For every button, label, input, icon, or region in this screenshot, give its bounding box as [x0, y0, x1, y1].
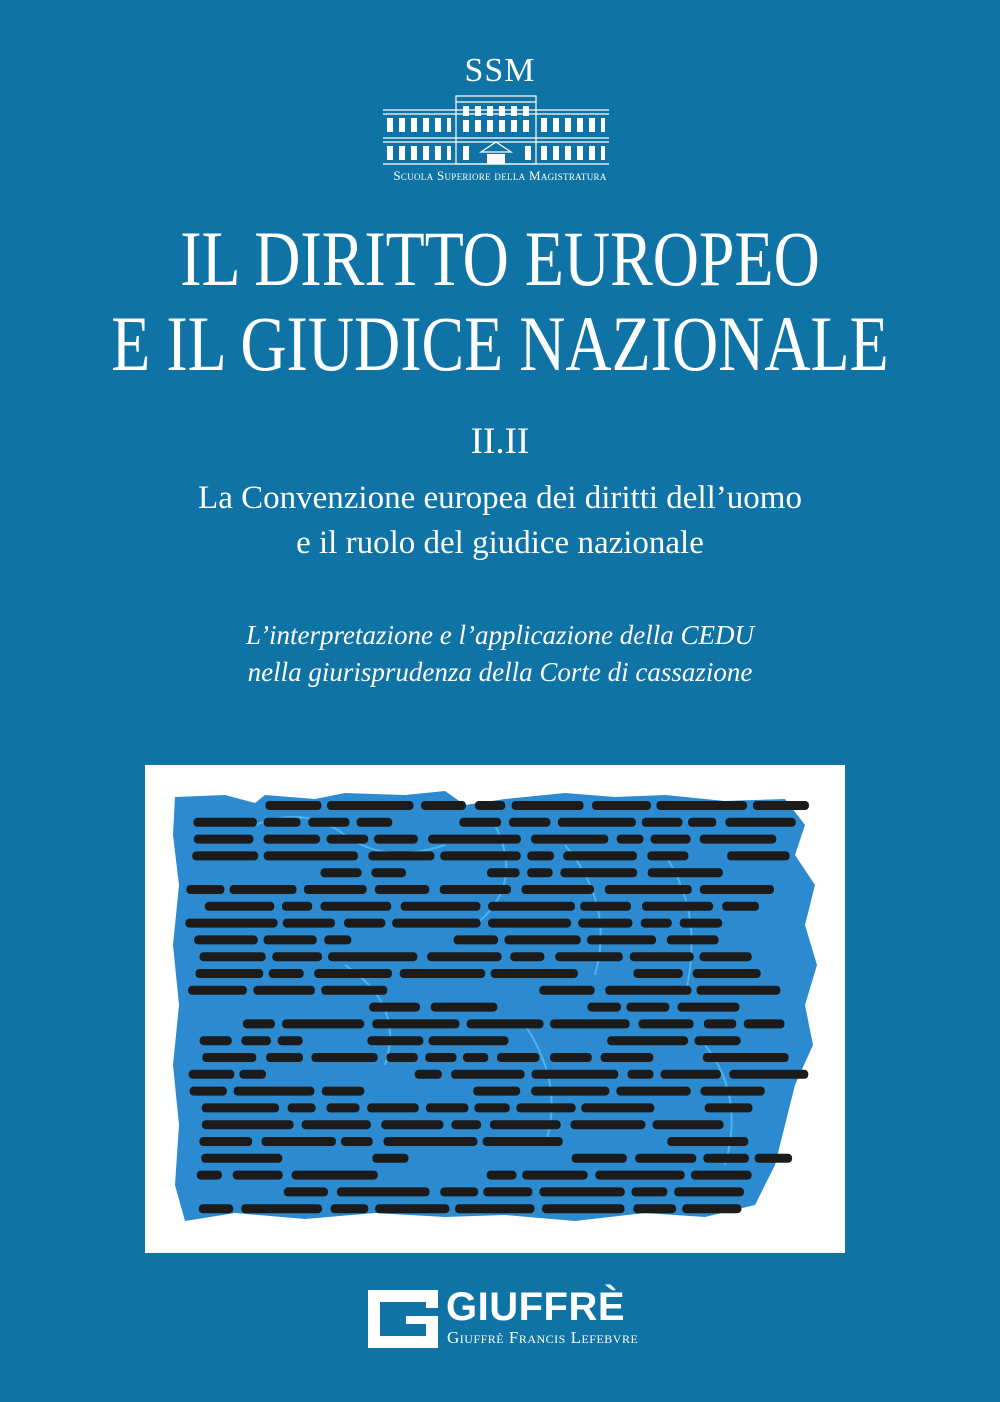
redaction-bar	[344, 919, 385, 928]
redaction-bar	[753, 801, 809, 810]
redaction-bar	[638, 1019, 693, 1028]
redaction-bar	[440, 885, 511, 894]
redaction-bar	[428, 835, 521, 844]
subtitle-line-2: e il ruolo del giudice nazionale	[296, 525, 704, 561]
redaction-bar	[697, 986, 781, 995]
redaction-bar	[693, 969, 761, 978]
publisher-subtitle: Giuffrè Francis Lefebvre	[447, 1328, 639, 1347]
redaction-bar	[680, 919, 723, 928]
redaction-bar	[725, 818, 795, 827]
redaction-bar	[392, 919, 481, 928]
publisher-name: GIUFFRÈ	[446, 1285, 626, 1329]
description-line-1: L’interpretazione e l’applicazione della CEDU	[246, 620, 754, 650]
redaction-bar	[201, 1154, 282, 1163]
redaction-bar	[688, 818, 716, 827]
redaction-bar	[642, 818, 683, 827]
redaction-bar	[202, 1053, 256, 1062]
redaction-bar	[516, 1103, 575, 1112]
redaction-bar	[635, 1154, 696, 1163]
redaction-bar	[241, 1204, 322, 1213]
redaction-bar	[372, 1019, 459, 1028]
redaction-bar	[700, 952, 752, 961]
redaction-bar	[337, 1187, 430, 1196]
redaction-bar	[369, 1003, 420, 1012]
redaction-bar	[292, 1171, 378, 1180]
redaction-bar	[744, 1019, 785, 1028]
redaction-bar	[542, 1204, 625, 1213]
redaction-bar	[440, 1187, 478, 1196]
redaction-bar	[626, 1003, 669, 1012]
redaction-bar	[199, 1204, 233, 1213]
cover-artwork	[145, 765, 845, 1253]
redaction-bar	[200, 952, 266, 961]
redaction-bar	[580, 902, 631, 911]
redaction-bar	[321, 986, 387, 995]
redaction-bar	[560, 868, 637, 877]
redaction-bar	[266, 801, 322, 810]
redaction-bar	[651, 835, 691, 844]
redaction-bar	[374, 835, 418, 844]
redaction-bar	[200, 1036, 232, 1045]
redaction-bar	[581, 1103, 654, 1112]
redaction-bar	[264, 818, 301, 827]
redaction-bar	[426, 1103, 469, 1112]
redaction-bar	[262, 1137, 336, 1146]
redaction-bar	[375, 1204, 449, 1213]
redaction-bar	[491, 969, 578, 978]
redaction-bar	[381, 1120, 443, 1129]
redaction-bar	[722, 902, 759, 911]
g-square-logo-icon	[368, 1290, 438, 1348]
redaction-bar	[632, 1187, 668, 1196]
redaction-bar	[372, 1154, 408, 1163]
redaction-bar	[314, 969, 392, 978]
redaction-bar	[282, 902, 312, 911]
redaction-bar	[678, 1003, 740, 1012]
redaction-bar	[357, 818, 393, 827]
redaction-bar	[522, 1171, 588, 1180]
redaction-bar	[190, 1087, 227, 1096]
subtitle-line-1: La Convenzione europea dei diritti dell’uomo	[198, 480, 802, 516]
redaction-bar	[497, 1053, 539, 1062]
redaction-bar	[321, 868, 362, 877]
redaction-bar	[505, 935, 581, 944]
redaction-bar	[328, 952, 417, 961]
redaction-bar	[194, 835, 254, 844]
redaction-bar	[539, 986, 594, 995]
redaction-bar	[467, 1019, 544, 1028]
redaction-bar	[463, 1053, 488, 1062]
redaction-bar	[527, 851, 554, 860]
redaction-bar	[429, 1036, 509, 1045]
redaction-bar	[284, 1187, 328, 1196]
redaction-bar	[667, 935, 719, 944]
redaction-bar	[264, 851, 358, 860]
redaction-bar	[188, 986, 247, 995]
redaction-bar	[205, 902, 274, 911]
redaction-bar	[269, 969, 304, 978]
redaction-bar	[185, 919, 277, 928]
redaction-bar	[454, 935, 499, 944]
redaction-bar	[601, 1053, 654, 1062]
redaction-bar	[487, 868, 520, 877]
redaction-bar	[327, 801, 414, 810]
redaction-bar	[571, 1120, 646, 1129]
redaction-bar	[701, 1087, 765, 1096]
redaction-bar	[532, 1070, 619, 1079]
redaction-bar	[272, 952, 322, 961]
redaction-bar	[288, 1103, 316, 1112]
redaction-bar	[550, 1019, 630, 1028]
redaction-bar	[695, 1036, 741, 1045]
redaction-bar	[322, 1087, 365, 1096]
redaction-bar	[367, 1036, 423, 1045]
redaction-bar	[266, 1053, 303, 1062]
redaction-bar	[642, 902, 713, 911]
redaction-bar	[633, 1204, 676, 1213]
redaction-bar	[459, 818, 501, 827]
redaction-bar	[474, 1103, 509, 1112]
redaction-bar	[327, 835, 369, 844]
redaction-bar	[705, 1103, 753, 1112]
redaction-bar	[682, 1204, 741, 1213]
redaction-bar	[509, 818, 551, 827]
redaction-bar	[527, 868, 553, 877]
redaction-bar	[189, 1070, 235, 1079]
redaction-bar	[703, 1154, 749, 1163]
redaction-bar	[331, 1204, 369, 1213]
redaction-bar	[341, 1137, 373, 1146]
redaction-bar	[531, 1087, 609, 1096]
redaction-bar	[451, 1120, 481, 1129]
redaction-bar	[656, 801, 747, 810]
redaction-bar	[431, 1003, 498, 1012]
redaction-bar	[558, 818, 636, 827]
redaction-bar	[473, 1087, 520, 1096]
redaction-bar	[617, 835, 644, 844]
redaction-bar	[401, 902, 481, 911]
redaction-bar	[197, 1171, 222, 1180]
redaction-bar	[321, 902, 392, 911]
redaction-bar	[425, 1053, 456, 1062]
redaction-bar	[674, 1187, 744, 1196]
redaction-bar	[487, 1171, 517, 1180]
redaction-bar	[539, 1187, 624, 1196]
redaction-bar	[375, 885, 430, 894]
redaction-bar	[700, 885, 774, 894]
redaction-bar	[308, 818, 349, 827]
redaction-bar	[647, 851, 688, 860]
book-title-line-1: IL DIRITTO EUROPEO	[180, 215, 820, 302]
redaction-bar	[421, 801, 466, 810]
redaction-bar	[427, 952, 502, 961]
redaction-bar	[572, 1154, 627, 1163]
redaction-bar	[311, 1053, 377, 1062]
redaction-bar	[531, 835, 608, 844]
redaction-bar	[704, 1019, 737, 1028]
redaction-bar	[192, 851, 258, 860]
redaction-bar	[550, 1053, 592, 1062]
book-title-line-2: E IL GIUDICE NAZIONALE	[111, 300, 889, 387]
redaction-bar	[455, 1204, 535, 1213]
redaction-bar	[282, 1019, 364, 1028]
redaction-bar	[563, 851, 637, 860]
redaction-bar	[239, 1070, 266, 1079]
redaction-bar	[605, 986, 691, 995]
redaction-bar	[691, 1171, 752, 1180]
redaction-bar	[278, 1036, 303, 1045]
redaction-bar	[667, 1137, 748, 1146]
ssm-acronym: SSM	[464, 52, 536, 89]
ssm-full-name: Scuola Superiore della Magistratura	[393, 168, 607, 183]
redaction-bar	[634, 969, 683, 978]
redaction-bar	[243, 1019, 275, 1028]
redaction-bar	[641, 919, 672, 928]
redaction-bar	[368, 851, 434, 860]
building-facade-icon	[383, 94, 609, 166]
redaction-bar	[241, 1036, 271, 1045]
redaction-bar	[729, 1070, 808, 1079]
redaction-bar	[703, 1053, 789, 1062]
redaction-bar	[367, 1103, 419, 1112]
redaction-bar	[415, 1070, 442, 1079]
redaction-bar	[202, 1103, 279, 1112]
redaction-bar	[327, 1103, 360, 1112]
redaction-bar	[302, 1120, 371, 1129]
redaction-bar	[475, 801, 505, 810]
redaction-bar	[324, 935, 351, 944]
redaction-bar	[202, 1120, 294, 1129]
redaction-bar	[648, 868, 723, 877]
redaction-bar	[488, 902, 575, 911]
redaction-bar	[490, 1120, 561, 1129]
redaction-bar	[199, 1137, 252, 1146]
redaction-bar	[630, 952, 694, 961]
redaction-bar	[607, 1036, 688, 1045]
redaction-bar	[230, 885, 297, 894]
redaction-bar	[512, 801, 584, 810]
redaction-bar	[186, 885, 224, 894]
redaction-bar	[264, 935, 317, 944]
publisher-block	[368, 1285, 639, 1350]
redaction-bar	[264, 835, 321, 844]
description-line-2: nella giurisprudenza della Corte di cassazione	[247, 657, 753, 687]
redaction-bar	[605, 885, 692, 894]
redaction-bar	[555, 952, 623, 961]
redaction-bar	[400, 969, 486, 978]
redaction-bar	[253, 986, 315, 995]
redaction-bar	[510, 952, 544, 961]
redaction-bar	[234, 1087, 315, 1096]
redaction-bar	[616, 1087, 690, 1096]
redaction-bar	[727, 851, 790, 860]
redaction-bar	[661, 1070, 721, 1079]
redaction-bar	[283, 919, 335, 928]
redaction-bar	[592, 801, 651, 810]
redaction-bar	[233, 1171, 283, 1180]
redaction-bar	[755, 1154, 793, 1163]
redaction-bar	[578, 919, 632, 928]
redaction-bar	[588, 1003, 622, 1012]
redaction-bar	[628, 1070, 654, 1079]
volume-number: II.II	[470, 421, 530, 462]
redaction-bar	[595, 1171, 684, 1180]
redaction-bar	[387, 1053, 418, 1062]
redaction-bar	[587, 935, 656, 944]
redaction-bar	[483, 1187, 532, 1196]
redaction-bar	[653, 1120, 724, 1129]
redaction-bar	[483, 1137, 563, 1146]
redacted-text-over-europe-map-icon	[145, 765, 845, 1253]
redaction-bar	[488, 919, 571, 928]
redaction-bar	[440, 851, 521, 860]
redaction-bar	[196, 969, 264, 978]
redaction-bar	[522, 885, 595, 894]
redaction-bar	[304, 885, 367, 894]
redaction-bar	[371, 868, 406, 877]
redaction-bar	[451, 1070, 524, 1079]
redaction-bar	[193, 818, 257, 827]
redaction-bar	[194, 935, 258, 944]
redaction-bar	[700, 835, 777, 844]
redaction-bar	[384, 1137, 478, 1146]
